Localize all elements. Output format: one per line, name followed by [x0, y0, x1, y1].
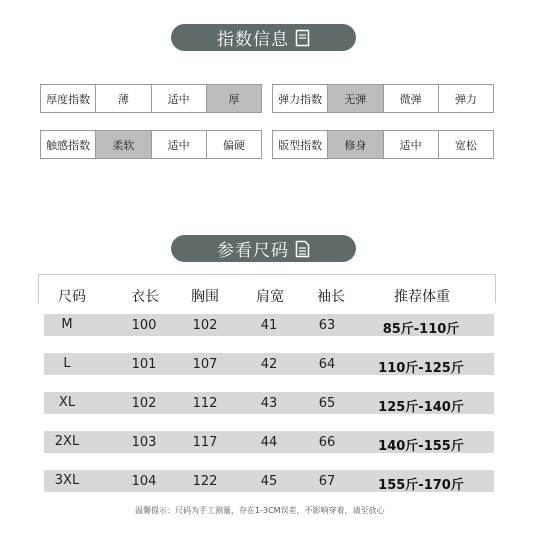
index-option: 偏硬 [206, 131, 261, 158]
cell-chest: 117 [192, 435, 218, 450]
index-option-selected: 柔软 [95, 131, 150, 158]
cell-weight: 140斤-155斤 [378, 439, 464, 454]
index-row-touch [40, 130, 262, 159]
size-chart-title [171, 235, 356, 262]
index-option: 薄 [95, 85, 150, 112]
footnote: 温馨提示：尺码为手工测量，存在1-3CM误差，不影响穿着，请至放心 [135, 506, 385, 515]
header-length: 衣长 [131, 289, 159, 305]
index-option-selected: 厚 [206, 85, 261, 112]
index-label: 版型指数 [278, 138, 323, 152]
cell-weight: 85斤-110斤 [382, 322, 460, 337]
index-option: 宽松 [438, 131, 493, 158]
cell-shoulder: 45 [260, 474, 278, 489]
index-option: 弹力 [438, 85, 493, 112]
index-label: 弹力指数 [278, 92, 323, 106]
cell-sleeve: 67 [318, 474, 336, 489]
cell-length: 100 [131, 318, 157, 333]
cell-shoulder: 43 [260, 396, 278, 411]
index-label: 触感指数 [46, 138, 91, 152]
cell-shoulder: 42 [260, 357, 278, 372]
cell-shoulder: 41 [260, 318, 278, 333]
cell-sleeve: 66 [318, 435, 336, 450]
index-option: 微弹 [383, 85, 438, 112]
index-option-selected: 修身 [327, 131, 382, 158]
header-size: 尺码 [58, 289, 86, 305]
index-row-elasticity [272, 84, 494, 113]
index-option-selected: 无弹 [327, 85, 382, 112]
cell-chest: 122 [192, 474, 218, 489]
document-icon [295, 240, 310, 258]
cell-size: L [63, 356, 71, 371]
index-label: 厚度指数 [46, 92, 91, 106]
cell-shoulder: 44 [260, 435, 278, 450]
document-icon [295, 29, 310, 47]
header-chest: 胸围 [191, 289, 219, 305]
cell-weight: 110斤-125斤 [378, 361, 464, 376]
cell-sleeve: 63 [318, 318, 336, 333]
index-option: 适中 [151, 131, 206, 158]
index-option: 适中 [151, 85, 206, 112]
header-shoulder: 肩宽 [256, 289, 284, 305]
cell-length: 103 [131, 435, 157, 450]
size-chart-title-text: 参看尺码 [217, 241, 289, 261]
cell-size: M [61, 317, 73, 332]
cell-size: XL [58, 395, 76, 410]
index-info-title [171, 24, 356, 51]
index-row-thickness [40, 84, 262, 113]
cell-chest: 107 [192, 357, 218, 372]
index-info-title-text: 指数信息 [217, 30, 289, 50]
cell-chest: 112 [192, 396, 218, 411]
cell-size: 3XL [54, 473, 80, 488]
index-option: 适中 [383, 131, 438, 158]
cell-sleeve: 64 [318, 357, 336, 372]
index-row-fit [272, 130, 494, 159]
header-sleeve: 袖长 [317, 289, 345, 305]
cell-length: 102 [131, 396, 157, 411]
cell-size: 2XL [54, 434, 80, 449]
cell-length: 101 [131, 357, 157, 372]
cell-weight: 155斤-170斤 [378, 478, 464, 493]
cell-chest: 102 [192, 318, 218, 333]
header-weight: 推荐体重 [394, 289, 450, 305]
cell-sleeve: 65 [318, 396, 336, 411]
cell-weight: 125斤-140斤 [378, 400, 464, 415]
cell-length: 104 [131, 474, 157, 489]
